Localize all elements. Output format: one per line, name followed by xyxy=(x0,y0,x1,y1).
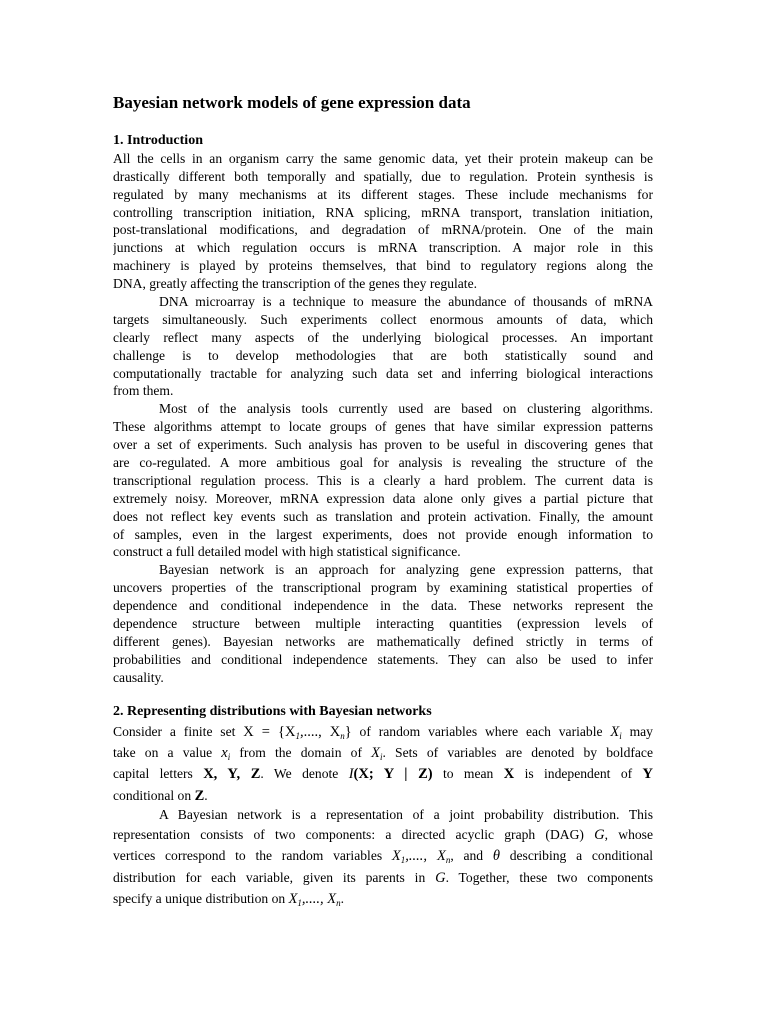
paragraph-line xyxy=(113,763,653,784)
paragraph-line: drastically different both temporally and spatially, due to regulation. Protein synthesis is xyxy=(113,168,653,184)
text-run: . Together, these two components xyxy=(445,869,653,885)
text-run: take on a value xyxy=(113,745,222,761)
text-run: . We denote xyxy=(260,766,349,782)
math-variable: ,...., X xyxy=(301,890,337,907)
text-run: , whose xyxy=(604,826,653,842)
math-bold-sets: X, Y, Z xyxy=(203,766,261,783)
math-subscript: n xyxy=(445,855,451,866)
section-heading: 2. Representing distributions with Bayesian networks xyxy=(113,704,432,719)
math-subscript: i xyxy=(379,752,383,763)
math-subscript: 1 xyxy=(297,897,302,908)
text-run: to mean xyxy=(432,766,504,782)
paragraph-line xyxy=(113,721,653,742)
math-variable: X xyxy=(371,745,380,762)
paragraph-line: These algorithms attempt to locate groups of genes that have similar expression patterns xyxy=(113,419,653,435)
paragraph-line: clearly reflect many aspects of the underlying biological processes. An important xyxy=(113,329,653,345)
paragraph-line xyxy=(113,888,653,909)
text-run: is independent of xyxy=(514,766,643,782)
paragraph-line: All the cells in an organism carry the same genomic data, yet their protein makeup can be xyxy=(113,150,653,166)
paragraph-line xyxy=(113,845,653,866)
paragraph-line xyxy=(113,742,653,763)
text-run: of random variables where each variable xyxy=(351,723,611,739)
paragraph-line xyxy=(113,785,653,806)
text-run: distribution for each variable, given its parents in xyxy=(113,869,436,885)
text-run: . xyxy=(340,890,345,906)
math-variable: G xyxy=(435,869,446,886)
section-introduction xyxy=(113,132,653,687)
paragraph-line: dependence structure between multiple interacting quantities (expression levels of xyxy=(113,616,653,632)
paragraph-line: uncovers properties of the transcriptional program by examining statistical properties of xyxy=(113,580,653,596)
math-variable: X xyxy=(288,890,298,907)
math-variable: G xyxy=(594,826,605,843)
paragraph-line: machinery is played by proteins themselves, that bind to regulatory regions along the xyxy=(113,258,653,274)
paper-title: Bayesian network models of gene expression data xyxy=(113,93,471,112)
math-subscript: 1 xyxy=(400,855,406,866)
paragraph-line: Most of the analysis tools currently used are based on clustering algorithms. xyxy=(159,401,653,417)
paragraph-line: junctions at which regulation occurs is mRNA transcription. A major role in this xyxy=(113,240,653,256)
paragraph-line: DNA microarray is a technique to measure the abundance of thousands of mRNA xyxy=(159,294,653,310)
math-subscript: n xyxy=(340,730,345,741)
text-run: may xyxy=(621,723,653,739)
introduction-body xyxy=(113,150,653,687)
paragraph-line: Bayesian network is an approach for analyzing gene expression patterns, that xyxy=(159,562,653,578)
paragraph-line xyxy=(113,867,653,888)
math-subscript: i xyxy=(227,752,231,763)
math-variable: x xyxy=(221,745,228,762)
paragraph-line: different genes). Bayesian networks are mathematically defined strictly in terms of xyxy=(113,633,653,649)
paragraph-line: post-translational modifications, and degradation of mRNA/protein. One of the main xyxy=(113,222,653,238)
math-bold-sets: Z xyxy=(194,787,205,804)
text-run: Consider a finite set xyxy=(113,723,244,739)
math-subscript: 1 xyxy=(295,730,300,741)
paragraph-line: A Bayesian network is a representation of a joint probability distribution. This xyxy=(159,807,653,823)
paragraph-line: DNA, greatly affecting the transcription of the genes they regulate. xyxy=(113,276,478,292)
paragraph-line: from them. xyxy=(113,383,174,399)
math-run: X = {X xyxy=(243,723,296,740)
text-run: conditional on xyxy=(113,787,195,803)
paragraph-line: construct a full detailed model with high statistical significance. xyxy=(113,544,461,560)
math-variable: θ xyxy=(492,848,500,865)
paragraph-line: does not reflect key events such as translation and protein activation. Finally, the amount xyxy=(113,508,653,524)
math-variable: I xyxy=(348,766,354,783)
paragraph-line: targets simultaneously. Such experiments collect enormous amounts of data, which xyxy=(113,311,653,327)
paragraph-line: transcriptional regulation process. This is a clearly a hard problem. The current data is xyxy=(113,472,653,488)
paragraph-line: controlling transcription initiation, RNA splicing, mRNA transport, translation initiation, xyxy=(113,204,653,220)
paragraph-line: over a set of experiments. Such analysis has proven to be useful in discovering genes that xyxy=(113,437,653,453)
math-variable: X xyxy=(610,723,620,740)
math-run: ,...., X xyxy=(299,723,341,740)
paragraph-line: extremely noisy. Moreover, mRNA expression data alone only gives a partial picture that xyxy=(113,490,653,506)
math-variable: X xyxy=(391,848,401,865)
text-run: specify a unique distribution on xyxy=(113,890,289,906)
paragraph-line: challenge is to develop methodologies that are both statistically sound and xyxy=(113,347,653,363)
math-bold-sets: X xyxy=(503,766,515,783)
paragraph-line: probabilities and conditional independence statements. They can also be used to infer xyxy=(113,651,653,667)
math-bold-sets: Y xyxy=(642,766,653,783)
text-run: , and xyxy=(450,848,493,864)
section-representing-distributions xyxy=(113,703,653,909)
paragraph-line: regulated by many mechanisms at its different stages. These include mechanisms for xyxy=(113,186,653,202)
section-heading: 1. Introduction xyxy=(113,133,203,148)
math-subscript: i xyxy=(619,730,622,741)
paragraph-line: of samples, even in the largest experiments, does not provide enough information to xyxy=(113,526,653,542)
math-run: } xyxy=(344,723,352,740)
paragraph-line: causality. xyxy=(113,669,164,685)
text-run: . xyxy=(204,787,208,803)
paragraph-line: are co-regulated. A more ambitious goal for analysis is revealing the structure of the xyxy=(113,455,653,471)
paragraph-line xyxy=(113,824,653,845)
text-run: from the domain of xyxy=(230,745,372,761)
math-bold-sets: (X; Y | Z) xyxy=(353,766,433,783)
text-run: vertices correspond to the random variables xyxy=(113,848,392,864)
text-run: capital letters xyxy=(113,766,204,782)
math-set-x xyxy=(243,724,351,740)
text-run: describing a conditional xyxy=(499,848,653,864)
text-run: representation consists of two components: a directed acyclic graph (DAG) xyxy=(113,826,595,842)
text-run: . Sets of variables are denoted by boldface xyxy=(382,745,653,761)
paragraph-line: computationally tractable for analyzing such data set and inferring biological interactions xyxy=(113,365,653,381)
paragraph-line: dependence and conditional independence in the data. These networks represent the xyxy=(113,598,653,614)
math-variable: ,...., X xyxy=(405,848,446,865)
math-subscript: n xyxy=(336,897,341,908)
